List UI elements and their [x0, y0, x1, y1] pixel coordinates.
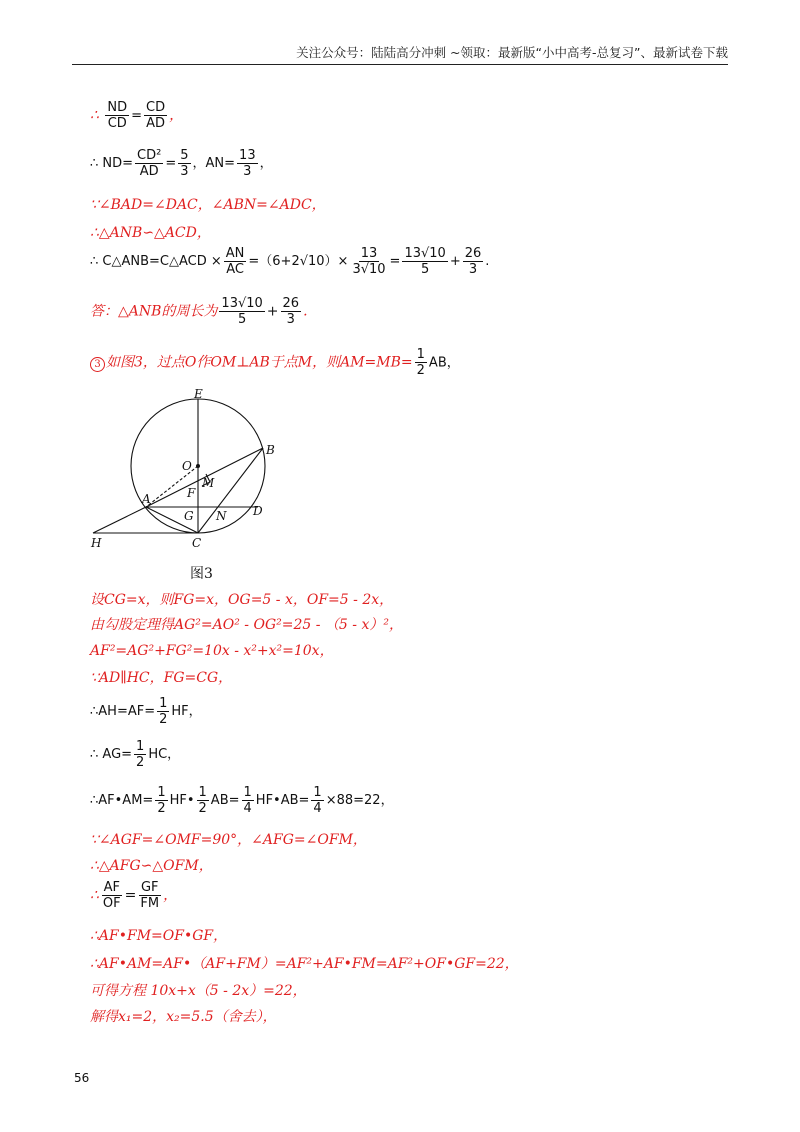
fraction: $\frac{1}{4}$ [313, 785, 322, 816]
line-2: ∴ ND= $\frac{\text{CD²}}{AD}$ = $\frac{5}{3}$ ，AN= $\frac{13}{3}$ ， [90, 148, 273, 179]
fraction: $\frac{1}{2}$ [198, 785, 207, 816]
label-o: O [182, 459, 192, 473]
label-n: N [216, 509, 227, 523]
fraction: $\frac{13}{3}$ [239, 148, 256, 179]
fraction: $\frac{ND}{CD}$ [107, 100, 128, 131]
line-17: ∴ $\frac{AF}{OF}$ = $\frac{GF}{FM}$ ， [90, 880, 178, 911]
line-ha [93, 507, 146, 533]
line-3: ∵∠BAD=∠DAC，∠ABN=∠ADC， [90, 197, 326, 213]
line-12: ∴AH=AF= $\frac{1}{2}$ HF， [90, 696, 202, 727]
label-h: H [91, 536, 102, 550]
fraction: $\frac{CD}{AD}$ [146, 100, 166, 131]
fraction: $\frac{1}{2}$ [136, 739, 145, 770]
fraction: $\frac{26}{3}$ [282, 296, 300, 327]
page-header: 关注公众号：陆陆高分冲刺 ~领取：最新版“小中高考-总复习”、最新试卷下载 [72, 44, 728, 65]
therefore-symbol: ∴ [90, 107, 99, 124]
fraction: $\frac{AF}{OF}$ [102, 880, 121, 911]
fraction: $\frac{\text{CD²}}{AD}$ [137, 148, 162, 179]
line-10: AF²=AG²+FG²=10x - x²+x²=10x， [90, 643, 334, 659]
label-d: D [253, 504, 263, 518]
line-19: ∴AF•AM=AF•（AF+FM）=AF²+AF•FM=AF²+OF•GF=22， [90, 956, 519, 972]
fraction: $\frac{AN}{AC}$ [225, 246, 245, 277]
line-9: 由勾股定理得AG²=AO² - OG²=25 - （5 - x）²， [90, 617, 403, 633]
fraction: $\frac{1}{2}$ [416, 347, 425, 378]
page-number: 56 [74, 1071, 90, 1085]
fraction: $\frac{1}{2}$ [157, 785, 166, 816]
fraction: $\frac{GF}{FM}$ [140, 880, 160, 911]
label-g: G [184, 509, 194, 523]
label-m: M [202, 476, 215, 490]
label-e: E [194, 387, 203, 401]
line-8: 设CG=x，则FG=x，OG=5 - x，OF=5 - 2x， [90, 592, 394, 608]
fraction: $\frac{13}{3√10}$ [352, 246, 386, 277]
line-16: ∴△AFG∽△OFM， [90, 858, 213, 874]
figure-caption: 图3 [190, 566, 213, 582]
circled-number: 3 [90, 357, 105, 372]
fraction: $\frac{5}{3}$ [180, 148, 189, 179]
fraction: $\frac{13√10}{5}$ [404, 246, 446, 277]
fraction: $\frac{1}{2}$ [159, 696, 168, 727]
label-f: F [187, 486, 196, 500]
line-6: 答：△ANB的周长为 $\frac{13√10}{5}$ + $\frac{26}{3}$ . [90, 296, 308, 327]
line-14: ∴AF•AM= $\frac{1}{2}$ HF• $\frac{1}{2}$ AB= $\frac{1}{4}$ HF•AB= $\frac{1}{4}$ ×88=22， [90, 785, 394, 816]
label-c: C [192, 536, 202, 550]
fraction: $\frac{1}{4}$ [243, 785, 252, 816]
line-1: ∴ $\frac{ND}{CD}$ = $\frac{CD}{AD}$ ， [90, 100, 184, 131]
line-20: 可得方程 10x+x（5 - 2x）=22， [90, 983, 307, 999]
line-15: ∵∠AGF=∠OMF=90°，∠AFG=∠OFM， [90, 832, 367, 848]
line-7: 3 如图3，过点O作OM⊥AB于点M，则AM=MB= $\frac{1}{2}$ AB， [90, 347, 460, 378]
line-11: ∵AD∥HC，FG=CG， [90, 670, 233, 686]
line-13: ∴ AG= $\frac{1}{2}$ HC， [90, 739, 181, 770]
line-5: ∴ C△ANB=C△ACD × $\frac{AN}{AC}$ =（6+2√10）× $\frac{13}{3√10}$ = $\frac{13√10}{5}$ + $\frac{26}{3}$ . [90, 246, 490, 277]
fraction: $\frac{26}{3}$ [464, 246, 482, 277]
line-cb [198, 448, 263, 533]
line-4: ∴△ANB∽△ACD， [90, 225, 211, 241]
geometry-figure [88, 386, 288, 556]
label-a: A [142, 492, 151, 506]
label-b: B [266, 443, 275, 457]
line-21: 解得x₁=2，x₂=5.5（舍去）， [90, 1009, 277, 1025]
line-18: ∴AF•FM=OF•GF， [90, 928, 228, 944]
fraction: $\frac{13√10}{5}$ [221, 296, 263, 327]
